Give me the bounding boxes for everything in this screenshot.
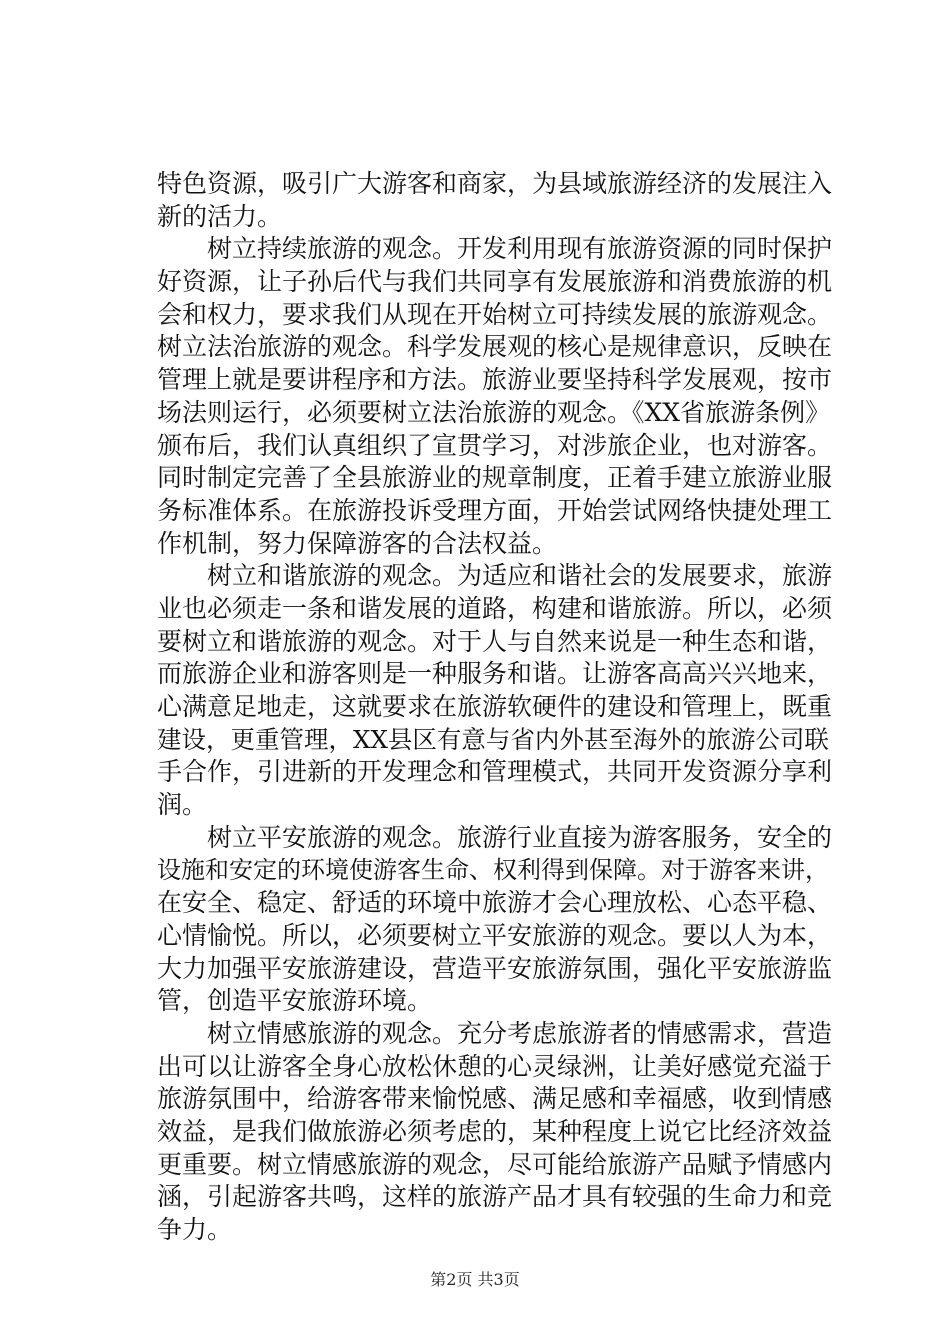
- text-line: 好资源，让子孙后代与我们共同享有发展旅游和消费旅游的机: [157, 267, 833, 297]
- text-line: 润。: [157, 790, 208, 820]
- text-line: 心满意足地走，这就要求在旅游软硬件的建设和管理上，既重: [157, 692, 833, 721]
- text-line: 特色资源，吸引广大游客和商家，为县域旅游经济的发展注入: [157, 169, 833, 198]
- text-line: 会和权力，要求我们从现在开始树立可持续发展的旅游观念。: [157, 299, 833, 329]
- text-line: 心情愉悦。所以，必须要树立平安旅游的观念。要以人为本，: [157, 920, 833, 950]
- text-line: 出可以让游客全身心放松休憩的心灵绿洲，让美好感觉充溢于: [157, 1051, 833, 1081]
- text-line: 树立持续旅游的观念。开发利用现有旅游资源的同时保护: [157, 234, 833, 264]
- text-line: 要树立和谐旅游的观念。对于人与自然来说是一种生态和谐，: [157, 626, 833, 656]
- text-line: 更重要。树立情感旅游的观念，尽可能给旅游产品赋予情感内: [157, 1149, 833, 1179]
- text-line: 同时制定完善了全县旅游业的规章制度，正着手建立旅游业服: [157, 463, 833, 493]
- text-line: 颁布后，我们认真组织了宣贯学习，对涉旅企业，也对游客。: [157, 430, 833, 460]
- text-line: 树立情感旅游的观念。充分考虑旅游者的情感需求，营造: [157, 1018, 833, 1048]
- text-line: 争力。: [157, 1215, 233, 1244]
- text-line: 涵，引起游客共鸣，这样的旅游产品才具有较强的生命力和竞: [157, 1182, 833, 1212]
- text-line: 效益，是我们做旅游必须考虑的，某种程度上说它比经济效益: [157, 1116, 833, 1146]
- text-line: 而旅游企业和游客则是一种服务和谐。让游客高高兴兴地来，: [157, 659, 833, 689]
- text-line: 务标准体系。在旅游投诉受理方面，开始尝试网络快捷处理工: [157, 495, 833, 525]
- text-line: 在安全、稳定、舒适的环境中旅游才会心理放松、心态平稳、: [157, 888, 833, 918]
- text-line: 新的活力。: [157, 201, 283, 231]
- text-line: 手合作，引进新的开发理念和管理模式，共同开发资源分享利: [157, 757, 833, 787]
- text-line: 大力加强平安旅游建设，营造平安旅游氛围，强化平安旅游监: [157, 953, 833, 983]
- text-line: 场法则运行，必须要树立法治旅游的观念。《XX省旅游条例》: [157, 397, 831, 427]
- text-line: 管，创造平安旅游环境。: [157, 986, 433, 1016]
- page-footer: 第2页 共3页: [430, 1270, 520, 1289]
- text-line: 树立和谐旅游的观念。为适应和谐社会的发展要求，旅游: [157, 561, 833, 591]
- text-line: 业也必须走一条和谐发展的道路，构建和谐旅游。所以，必须: [157, 593, 833, 623]
- text-line: 建设，更重管理，XX县区有意与省内外甚至海外的旅游公司联: [157, 724, 829, 754]
- text-line: 树立平安旅游的观念。旅游行业直接为游客服务，安全的: [157, 822, 833, 852]
- text-line: 设施和安定的环境使游客生命、权利得到保障。对于游客来讲，: [157, 856, 829, 885]
- text-line: 树立法治旅游的观念。科学发展观的核心是规律意识，反映在: [157, 332, 833, 362]
- text-line: 管理上就是要讲程序和方法。旅游业要坚持科学发展观，按市: [157, 365, 833, 395]
- text-line: 作机制，努力保障游客的合法权益。: [157, 528, 558, 558]
- document-body: [157, 168, 837, 1247]
- text-line: 旅游氛围中，给游客带来愉悦感、满足感和幸福感，收到情感: [157, 1084, 833, 1114]
